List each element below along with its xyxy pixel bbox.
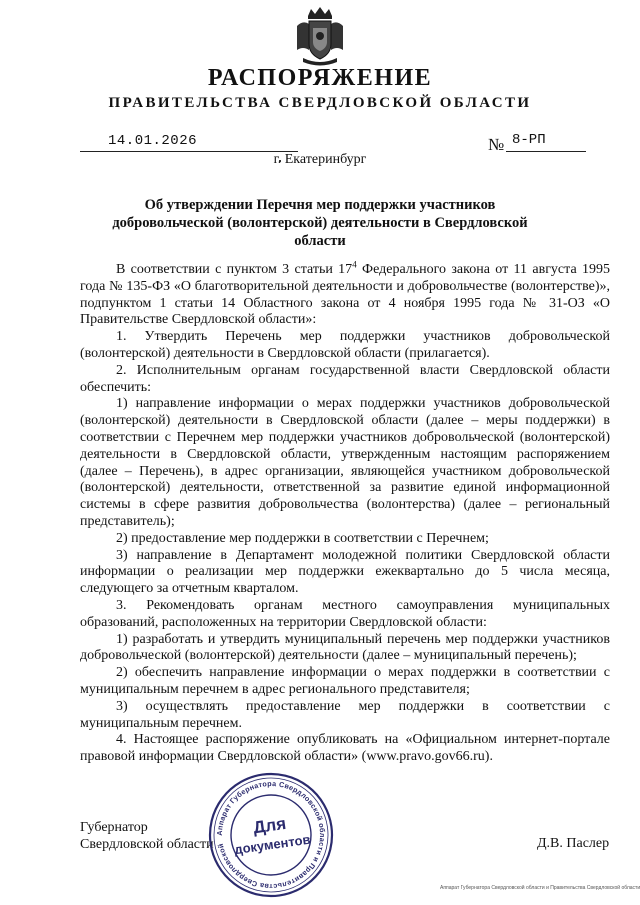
issue-city: г. Екатеринбург — [273, 152, 367, 167]
clause-1: 1. Утвердить Перечень мер поддержки участников добровольческой (волонтерской) деятельности в Свердловской области (прилагается). — [80, 329, 610, 361]
preamble-text-end: Федерального закона от 11 августа 1995 года № 135-ФЗ «О благотворительной деятельности и добровольчестве (волонтерстве)», подпунктом 1 статьи 14 Областного закона от 4 ноября 1995 года № 31-ОЗ «О Правительстве Свердловской области»: — [80, 262, 610, 328]
clause-4: 4. Настоящее распоряжение опубликовать на «Официальном интернет-портале правовой информации Свердловской области» (www.pravo.gov66.ru). — [80, 732, 610, 765]
clause-2-item-3: 3) направление в Департамент молодежной политики Свердловской области информации о реализации мер поддержки ежеквартально до 5 числа месяца, следующего за отчетным кварталом. — [80, 547, 610, 597]
preamble-text-start: В соответствии с пунктом 3 статьи 17 — [116, 262, 353, 277]
clause-3: 3. Рекомендовать органам местного самоуправления муниципальных образований, расположенных на территории Свердловской области: — [80, 597, 610, 630]
clause-3-item-3: 3) осуществлять предоставление мер поддержки в соответствии с муниципальным перечнем. — [80, 698, 610, 731]
clause-2: 2. Исполнительным органам государственной власти Свердловской области обеспечить: — [80, 362, 610, 395]
stamp-ring-text: Аппарат Губернатора Свердловской области и Правительства Свердловской — [214, 778, 328, 892]
signatory-position — [80, 819, 214, 853]
document-number: 8-РП — [512, 132, 546, 148]
footer-note: Аппарат Губернатора Свердловской области и Правительства Свердловской области — [440, 885, 640, 891]
document-subject-title: Об утверждении Перечня мер поддержки участников добровольческой (волонтерской) деятельности в Свердловской области — [112, 197, 528, 249]
stamp-center-line-2: документов — [233, 831, 312, 858]
clause-3-item-2: 2) обеспечить направление информации о мерах поддержки в соответствии с муниципальным перечнем в адрес регионального представителя; — [80, 665, 610, 697]
official-stamp — [206, 770, 336, 900]
stamp-center-line-1: Для — [252, 813, 288, 838]
article-superscript: 4 — [352, 259, 357, 270]
signatory-position-line-2: Свердловской области — [80, 837, 214, 852]
clause-2-item-1: 1) направление информации о мерах поддержки участников добровольческой (волонтерской) деятельности в Свердловской области (далее – меры поддержки) в соответствии с Перечнем мер поддержки участников добровольческой (волонтерской) деятельности в Свердловской области, утвержденным настоящим распоряжением (далее – Перечень), в адрес организации, являющейся участником добровольческой (волонтерской) деятельности, ответственной за развитие единой информационной системы в сфере развития добровольчества (волонтерства) (далее – региональный представитель); — [80, 396, 610, 529]
clause-3-item-1: 1) разработать и утвердить муниципальный перечень мер поддержки участников добровольческой (волонтерской) деятельности (далее – муниципальный перечень); — [80, 631, 610, 664]
clause-2-item-2: 2) предоставление мер поддержки в соответствии с Перечнем; — [116, 530, 489, 546]
signatory-name: Д.В. Паслер — [537, 836, 610, 851]
number-sign: № — [488, 135, 505, 154]
preamble-paragraph — [80, 259, 610, 329]
issuing-organization: ПРАВИТЕЛЬСТВА СВЕРДЛОВСКОЙ ОБЛАСТИ — [108, 95, 532, 111]
signatory-position-line-1: Губернатор — [80, 820, 148, 835]
document-date: 14.01.2026 — [108, 133, 198, 149]
document-body — [80, 259, 610, 766]
document-type-title: РАСПОРЯЖЕНИЕ — [207, 65, 433, 91]
sverdlovsk-coat-of-arms-icon — [293, 6, 347, 68]
